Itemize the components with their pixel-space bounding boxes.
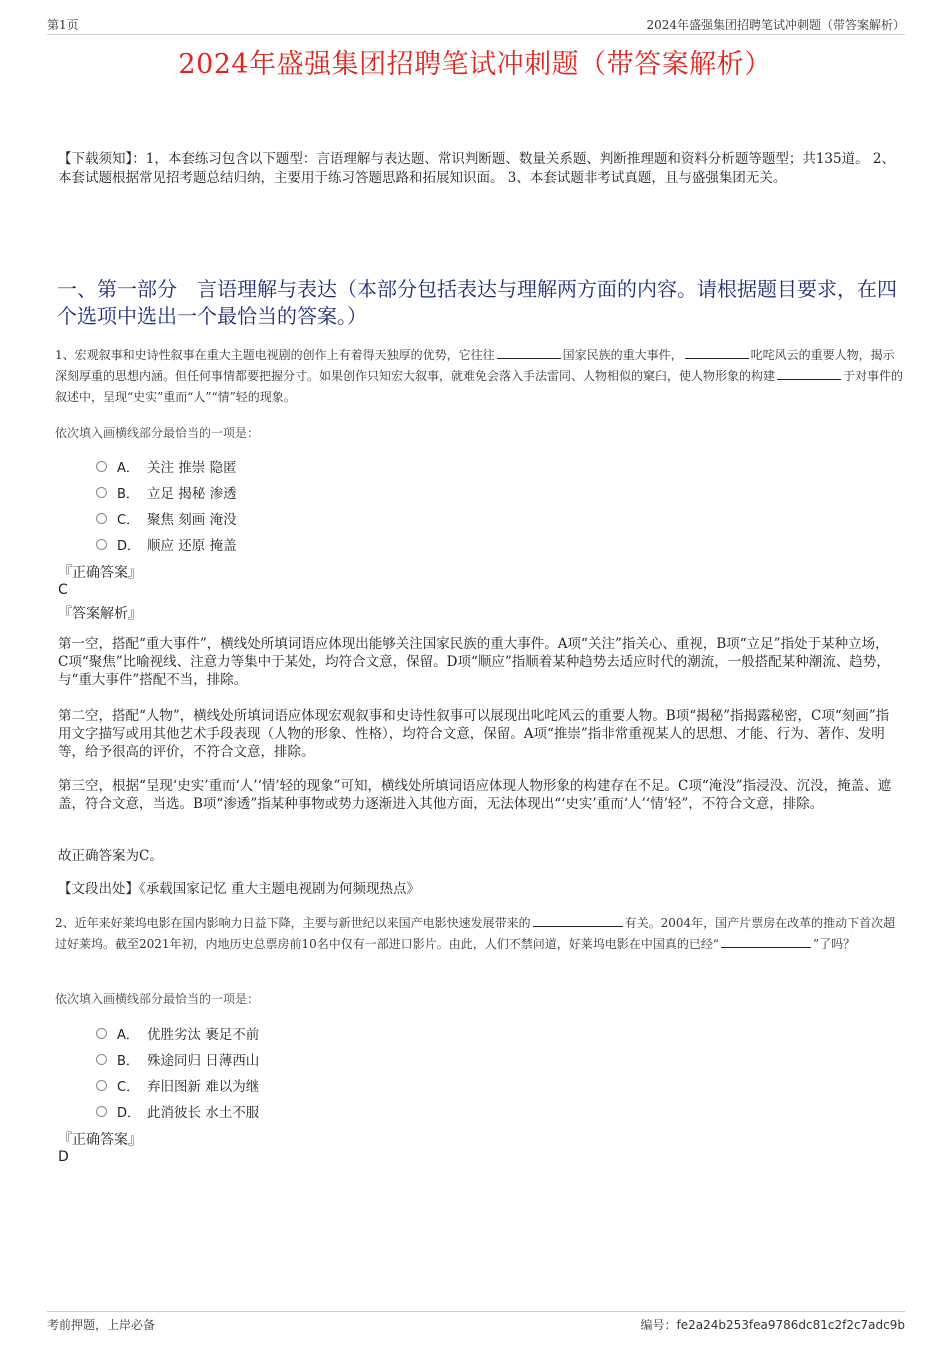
- radio-icon[interactable]: [96, 1080, 107, 1091]
- radio-icon[interactable]: [96, 513, 107, 524]
- page-number: 第1页: [47, 18, 79, 32]
- answer-value: D: [58, 1149, 69, 1165]
- analysis-paragraph-1: 第一空，搭配“重大事件”，横线处所填词语应体现出能够关注国家民族的重大事件。A项“关注”指关心、重视，B项“立足”指处于某种立场，C项“聚焦”比喻视线、注意力等集中于某处，均符合文意，保留。D项“顺应”指顺着某种趋势去适应时代的潮流，一般搭配某种潮流、趋势，与“重大事件”搭配不当，排除。: [58, 636, 890, 688]
- analysis-paragraph-3: 第三空，根据“呈现‘史实’重而‘人’‘情’轻的现象”可知，横线处所填词语应体现人物形象的构建存在不足。C项“淹没”指浸没、沉没，掩盖、遮盖，符合文意，当选。B项“渗透”指某种事物或势力逐渐进入其他方面，无法体现出“‘史实’重而‘人’‘情’轻”，不符合文意，排除。: [58, 778, 892, 812]
- option-c[interactable]: C． 聚焦 刻画 淹没: [96, 505, 496, 531]
- analysis-paragraph-2: 第二空，搭配“人物”，横线处所填词语应体现宏观叙事和史诗性叙事可以展现出叱咤风云的重要人物。B项“揭秘”指揭露秘密，C项“刻画”指用文字描写或用其他艺术手段表现（人物的形象、性格），均符合文意，保留。A项“推崇”指非常重视某人的思想、才能、行为、著作、发明等，给予很高的评价，不符合文意，排除。: [58, 708, 890, 760]
- blank: [497, 346, 561, 359]
- radio-icon[interactable]: [96, 461, 107, 472]
- radio-icon[interactable]: [96, 487, 107, 498]
- download-notice: 【下载须知】：1，本套练习包含以下题型：言语理解与表达题、常识判断题、数量关系题、判断推理题和资料分析题等题型；共135道。 2、本套试题根据常见招考题总结归纳，主要用于练习答题思路和拓展知识面。 3、本套试题非考试真题，且与盛强集团无关。: [58, 151, 895, 186]
- page-header: [47, 14, 905, 35]
- footer-slogan: 考前押题，上岸必备: [47, 1318, 156, 1332]
- question-1-instruction: 依次填入画横线部分最恰当的一项是：: [55, 426, 260, 440]
- option-c[interactable]: C． 弃旧图新 难以为继: [96, 1072, 496, 1098]
- document-title: 2024年盛强集团招聘笔试冲刺题（带答案解析）: [178, 49, 772, 80]
- option-b[interactable]: B． 立足 揭秘 渗透: [96, 479, 496, 505]
- question-2-stem: 2、近年来好莱坞电影在国内影响力日益下降，主要与新世纪以来国产电影快速发展带来的 有关。2004年，国产片票房在改革的推动下首次超过好莱坞。截至2021年初，内地历史总票房前10名中仅有一部进口影片。由此，人们不禁问道，好莱坞电影在中国真的已经“ ”了吗？: [55, 916, 896, 951]
- question-2-instruction: 依次填入画横线部分最恰当的一项是：: [55, 992, 260, 1006]
- option-b[interactable]: B． 殊途同归 日薄西山: [96, 1046, 496, 1072]
- blank: [721, 935, 811, 948]
- source-citation: 【文段出处】《承载国家记忆 重大主题电视剧为何频现热点》: [58, 881, 421, 897]
- analysis-label: 『答案解析』: [58, 606, 142, 622]
- question-1-options: [96, 453, 496, 557]
- option-d[interactable]: D． 此消彼长 水土不服: [96, 1098, 496, 1124]
- answer-value: C: [58, 582, 68, 598]
- radio-icon[interactable]: [96, 539, 107, 550]
- option-a[interactable]: A． 优胜劣汰 裹足不前: [96, 1020, 496, 1046]
- option-a[interactable]: A． 关注 推崇 隐匿: [96, 453, 496, 479]
- option-d[interactable]: D． 顺应 还原 掩盖: [96, 531, 496, 557]
- header-doc-title: 2024年盛强集团招聘笔试冲刺题（带答案解析）: [646, 18, 905, 32]
- blank: [777, 367, 841, 380]
- analysis-conclusion: 故正确答案为C。: [58, 848, 163, 864]
- page-footer: [47, 1311, 905, 1334]
- question-2-options: [96, 1020, 496, 1124]
- answer-label: 『正确答案』: [58, 1132, 142, 1148]
- blank: [533, 914, 623, 927]
- radio-icon[interactable]: [96, 1106, 107, 1117]
- section-title: 一、第一部分 言语理解与表达（本部分包括表达与理解两方面的内容。请根据题目要求，在四个选项中选出一个最恰当的答案。）: [57, 277, 897, 328]
- radio-icon[interactable]: [96, 1028, 107, 1039]
- answer-label: 『正确答案』: [58, 565, 142, 581]
- radio-icon[interactable]: [96, 1054, 107, 1065]
- question-1-stem: 1、宏观叙事和史诗性叙事在重大主题电视剧的创作上有着得天独厚的优势，它往往 国家民族的重大事件， 叱咤风云的重要人物，揭示深刻厚重的思想内涵。但任何事情都要把握分寸。如果创作只知宏大叙事，就难免会落入手法雷同、人物相似的窠臼，使人物形象的构建 于对事件的叙述中，呈现“史实”重而“人”“情”轻的现象。: [55, 348, 904, 404]
- document-code: 编号：fe2a24b253fea9786dc81c2f2c7adc9b: [640, 1318, 905, 1332]
- blank: [685, 346, 749, 359]
